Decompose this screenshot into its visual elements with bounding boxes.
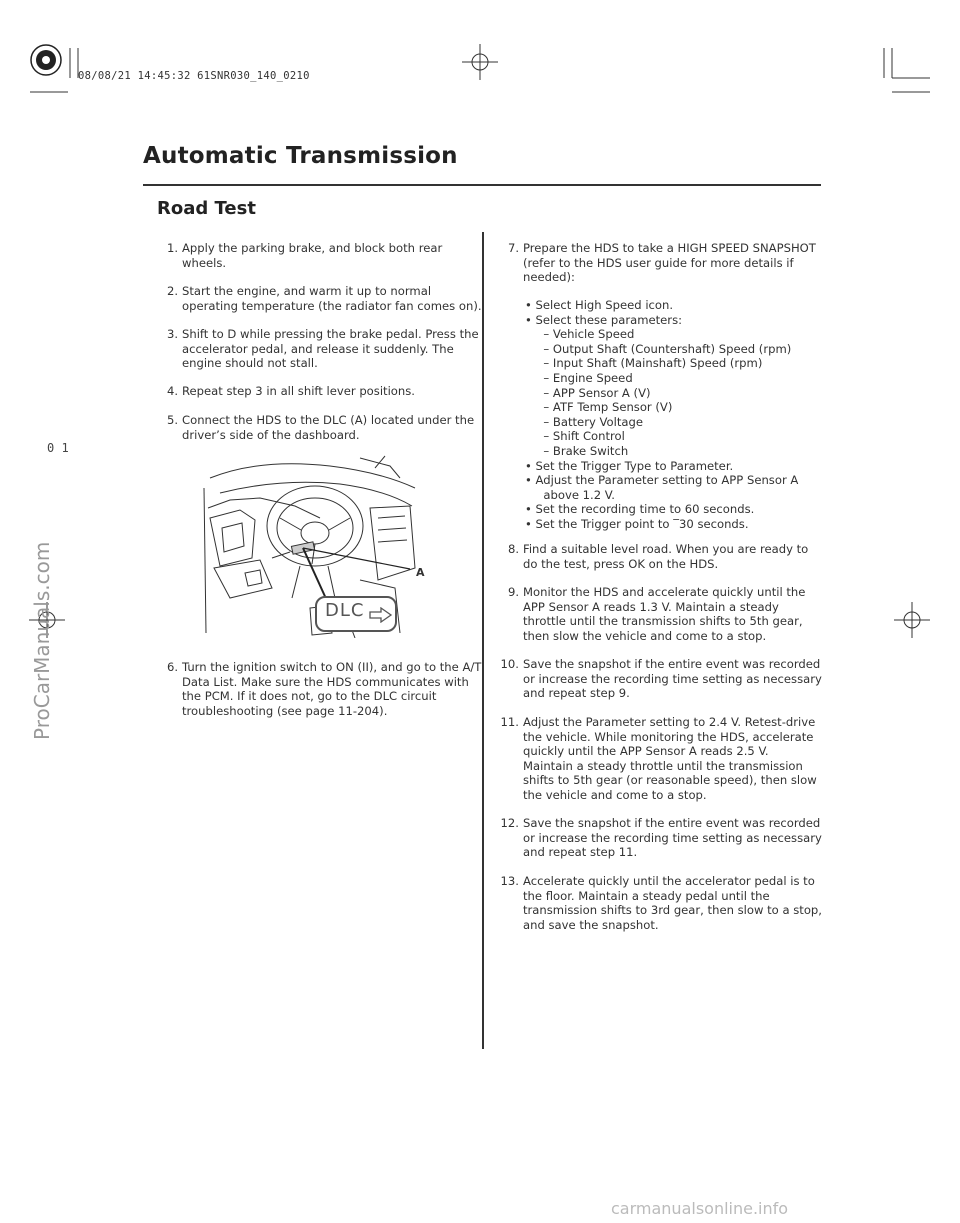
page-title: Automatic Transmission bbox=[143, 143, 458, 169]
callout-a-label: A bbox=[416, 566, 425, 579]
dlc-label-box bbox=[315, 596, 397, 632]
step-number: 10. bbox=[500, 657, 519, 671]
step-number: 13. bbox=[500, 874, 519, 888]
step-number: 7. bbox=[507, 241, 519, 255]
step-number: 4. bbox=[166, 384, 178, 398]
step-text: Find a suitable level road. When you are ready to do the test, press OK on the HDS. bbox=[523, 542, 809, 571]
list-item: – ATF Temp Sensor (V) bbox=[525, 400, 673, 415]
step-number: 12. bbox=[500, 816, 519, 830]
list-item: – Brake Switch bbox=[525, 444, 629, 458]
vertical-watermark: ProCarManuals.com bbox=[30, 541, 54, 740]
print-stamp: 08/08/21 14:45:32 61SNR030_140_0210 bbox=[78, 70, 310, 82]
list-item: – Output Shaft (Countershaft) Speed (rpm) bbox=[525, 341, 792, 356]
step-text: Start the engine, and warm it up to normal operating temperature (the radiator fan comes on). bbox=[182, 284, 482, 313]
arrow-right-icon bbox=[369, 607, 393, 623]
side-mark: 0 1 bbox=[47, 441, 69, 455]
step-text: Apply the parking brake, and block both rear wheels. bbox=[182, 241, 443, 270]
step-number: 1. bbox=[166, 241, 178, 255]
list-item: • Adjust the Parameter setting to APP Sensor A bbox=[525, 473, 799, 488]
list-item: above 1.2 V. bbox=[525, 487, 615, 502]
step-text: Save the snapshot if the entire event was recorded or increase the recording time setting as necessary and repeat step 9. bbox=[523, 657, 822, 701]
list-item: • Select High Speed icon. bbox=[525, 298, 674, 312]
title-rule bbox=[143, 184, 821, 186]
list-item: – APP Sensor A (V) bbox=[525, 385, 651, 400]
step-number: 11. bbox=[500, 715, 519, 729]
registration-target-icon bbox=[31, 45, 61, 75]
step-text: Monitor the HDS and accelerate quickly until the APP Sensor A reads 1.3 V. Maintain a steady throttle until the transmission shifts to 5th gear, then slow the vehicle and come to a stop. bbox=[523, 585, 806, 643]
list-item: – Input Shaft (Mainshaft) Speed (rpm) bbox=[525, 356, 763, 371]
step-number: 2. bbox=[166, 284, 178, 298]
step-text: Repeat step 3 in all shift lever positions. bbox=[182, 384, 415, 398]
step-number: 6. bbox=[166, 660, 178, 674]
list-item: • Set the Trigger point to ‾30 seconds. bbox=[525, 517, 749, 531]
crosshair-icon bbox=[462, 44, 498, 80]
step-text: Connect the HDS to the DLC (A) located under the driver’s side of the dashboard. bbox=[182, 413, 475, 442]
list-item: – Battery Voltage bbox=[525, 414, 643, 429]
footer-watermark: carmanualsonline.info bbox=[611, 1199, 789, 1218]
list-item: – Engine Speed bbox=[525, 371, 633, 385]
step-text: Adjust the Parameter setting to 2.4 V. Retest-drive the vehicle. While monitoring the HDS, accelerate quickly until the APP Sensor A reads 2.5 V. Maintain a steady throttle until the transmission shifts to 5th gear (or reasonable speed), then slow the vehicle and come to a stop. bbox=[523, 715, 817, 802]
step-number: 9. bbox=[507, 585, 519, 599]
step-number: 3. bbox=[166, 327, 178, 341]
dlc-label: DLC bbox=[325, 600, 365, 621]
step-text: Turn the ignition switch to ON (II), and go to the A/T Data List. Make sure the HDS communicates with the PCM. If it does not, go to the DLC circuit troubleshooting (see page 11-204). bbox=[182, 660, 482, 718]
section-title: Road Test bbox=[157, 198, 256, 219]
list-item: • Select these parameters: bbox=[525, 312, 683, 327]
column-divider bbox=[482, 232, 484, 1049]
crosshair-icon bbox=[894, 602, 930, 638]
step-text: Save the snapshot if the entire event was recorded or increase the recording time setting as necessary and repeat step 11. bbox=[523, 816, 822, 860]
step-text: Shift to D while pressing the brake pedal. Press the accelerator pedal, and release it suddenly. The engine should not stall. bbox=[182, 327, 479, 371]
list-item: – Vehicle Speed bbox=[525, 327, 635, 342]
list-item: – Shift Control bbox=[525, 429, 625, 444]
step-number: 5. bbox=[166, 413, 178, 427]
step-text: Prepare the HDS to take a HIGH SPEED SNAPSHOT (refer to the HDS user guide for more details if needed): bbox=[523, 241, 816, 285]
list-item: • Set the recording time to 60 seconds. bbox=[525, 502, 755, 517]
step-number: 8. bbox=[507, 542, 519, 556]
list-item: • Set the Trigger Type to Parameter. bbox=[525, 458, 734, 473]
step-text: Accelerate quickly until the accelerator pedal is to the floor. Maintain a steady pedal until the transmission shifts to 3rd gear, then slow to a stop, and save the snapshot. bbox=[523, 874, 822, 932]
